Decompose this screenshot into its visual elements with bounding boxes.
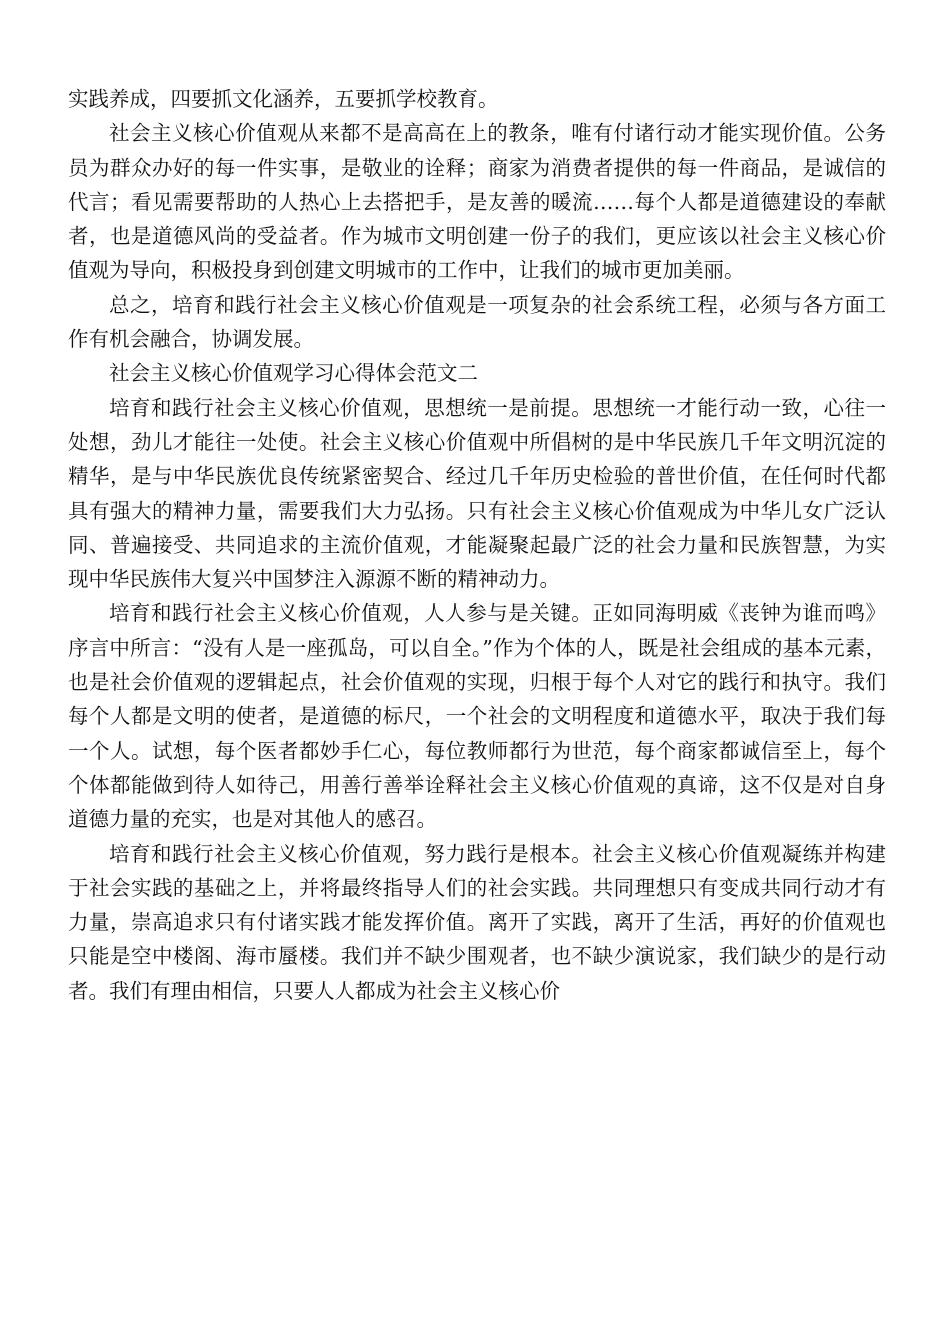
paragraph-unified-thought: 培育和践行社会主义核心价值观，思想统一是前提。思想统一才能行动一致，心往一处想，劲儿才能往一处使。社会主义核心价值观中所倡树的是中华民族几千年文明沉淀的精华，是与中华民族优良传统紧密契合、经过几千年历史检验的普世价值，在任何时代都具有强大的精神力量，需要我们大力弘扬。只有社会主义核心价值观成为中华儿女广泛认同、普遍接受、共同追求的主流价值观，才能凝聚起最广泛的社会力量和民族智慧，为实现中华民族伟大复兴中国梦注入源源不断的精神动力。 [68, 395, 886, 592]
paragraph-participation: 培育和践行社会主义核心价值观，人人参与是关键。正如同海明威《丧钟为谁而鸣》序言中所言：“没有人是一座孤岛，可以自全。”作为个体的人，既是社会组成的基本元素，也是社会价值观的逻辑起点，社会价值观的实现，归根于每个人对它的践行和执守。我们每个人都是文明的使者，是道德的标尺，一个社会的文明程度和道德水平，取决于我们每一个人。试想，每个医者都妙手仁心，每位教师都行为世范，每个商家都诚信至上，每个个体都能做到待人如待己，用善行善举诠释社会主义核心价值观的真谛，这不仅是对自身道德力量的充实，也是对其他人的感召。 [68, 601, 886, 832]
paragraph-conclusion: 总之，培育和践行社会主义核心价值观是一项复杂的社会系统工程，必须与各方面工作有机会融合，协调发展。 [68, 292, 886, 352]
paragraph-action-values: 社会主义核心价值观从来都不是高高在上的教条，唯有付诸行动才能实现价值。公务员为群众办好的每一件实事，是敬业的诠释；商家为消费者提供的每一件商品，是诚信的代言；看见需要帮助的人热心上去搭把手，是友善的暖流……每个人都是道德建设的奉献者，也是道德风尚的受益者。作为城市文明创建一份子的我们，更应该以社会主义核心价值观为导向，积极投身到创建文明城市的工作中，让我们的城市更加美丽。 [68, 121, 886, 283]
paragraph-practice: 培育和践行社会主义核心价值观，努力践行是根本。社会主义核心价值观凝练并构建于社会实践的基础之上，并将最终指导人们的社会实践。共同理想只有变成共同行动才有力量，崇高追求只有付诸实践才能发挥价值。离开了实践，离开了生活，再好的价值观也只能是空中楼阁、海市蜃楼。我们并不缺少围观者，也不缺少演说家，我们缺少的是行动者。我们有理由相信，只要人人都成为社会主义核心价 [68, 841, 886, 1003]
section-heading: 社会主义核心价值观学习心得体会范文二 [109, 361, 478, 386]
paragraph-continuation: 实践养成，四要抓文化涵养，五要抓学校教育。 [68, 87, 499, 111]
document-page [68, 82, 886, 1008]
